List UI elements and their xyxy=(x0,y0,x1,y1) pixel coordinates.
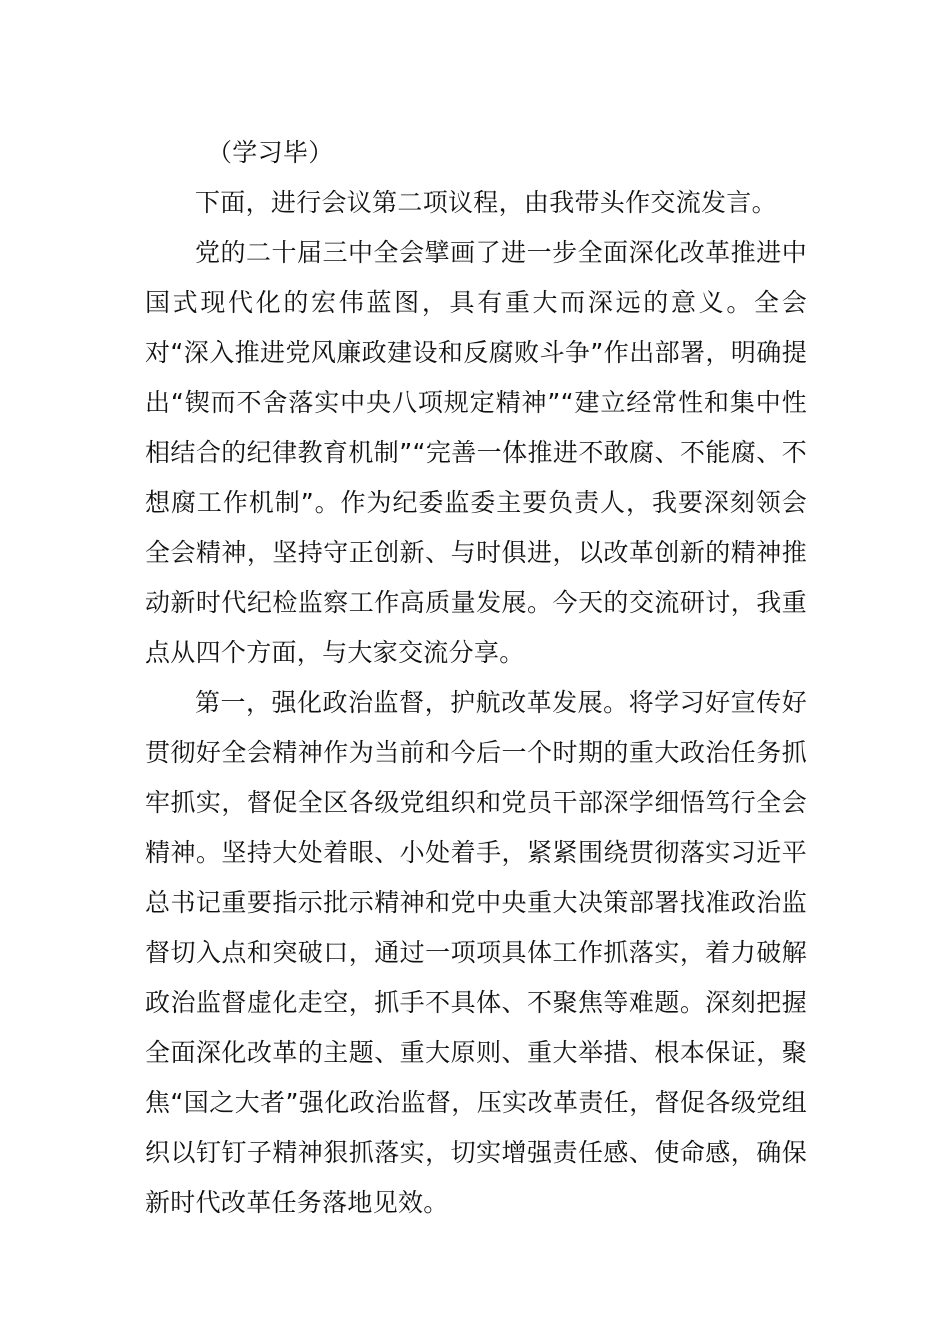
document-body xyxy=(145,128,807,1228)
paragraph-plenary-session: 党的二十届三中全会擘画了进一步全面深化改革推进中国式现代化的宏伟蓝图，具有重大而深远的意义。全会对“深入推进党风廉政建设和反腐败斗争”作出部署，明确提出“锲而不舍落实中央八项规定精神”“建立经常性和集中性相结合的纪律教育机制”“完善一体推进不敢腐、不能腐、不想腐工作机制”。作为纪委监委主要负责人，我要深刻领会全会精神，坚持守正创新、与时俱进，以改革创新的精神推动新时代纪检监察工作高质量发展。今天的交流研讨，我重点从四个方面，与大家交流分享。 xyxy=(145,238,807,667)
paragraph-study-note: （学习毕） xyxy=(207,138,334,167)
paragraph-political-supervision: 第一，强化政治监督，护航改革发展。将学习好宣传好贯彻好全会精神作为当前和今后一个时期的重大政治任务抓牢抓实，督促全区各级党组织和党员干部深学细悟笃行全会精神。坚持大处着眼、小处着手，紧紧围绕贯彻落实习近平总书记重要指示批示精神和党中央重大决策部署找准政治监督切入点和突破口，通过一项项具体工作抓落实，着力破解政治监督虚化走空，抓手不具体、不聚焦等难题。深刻把握全面深化改革的主题、重大原则、重大举措、根本保证，聚焦“国之大者”强化政治监督，压实改革责任，督促各级党组织以钉钉子精神狠抓落实，切实增强责任感、使命感，确保新时代改革任务落地见效。 xyxy=(145,688,807,1217)
paragraph-agenda: 下面，进行会议第二项议程，由我带头作交流发言。 xyxy=(195,188,777,217)
